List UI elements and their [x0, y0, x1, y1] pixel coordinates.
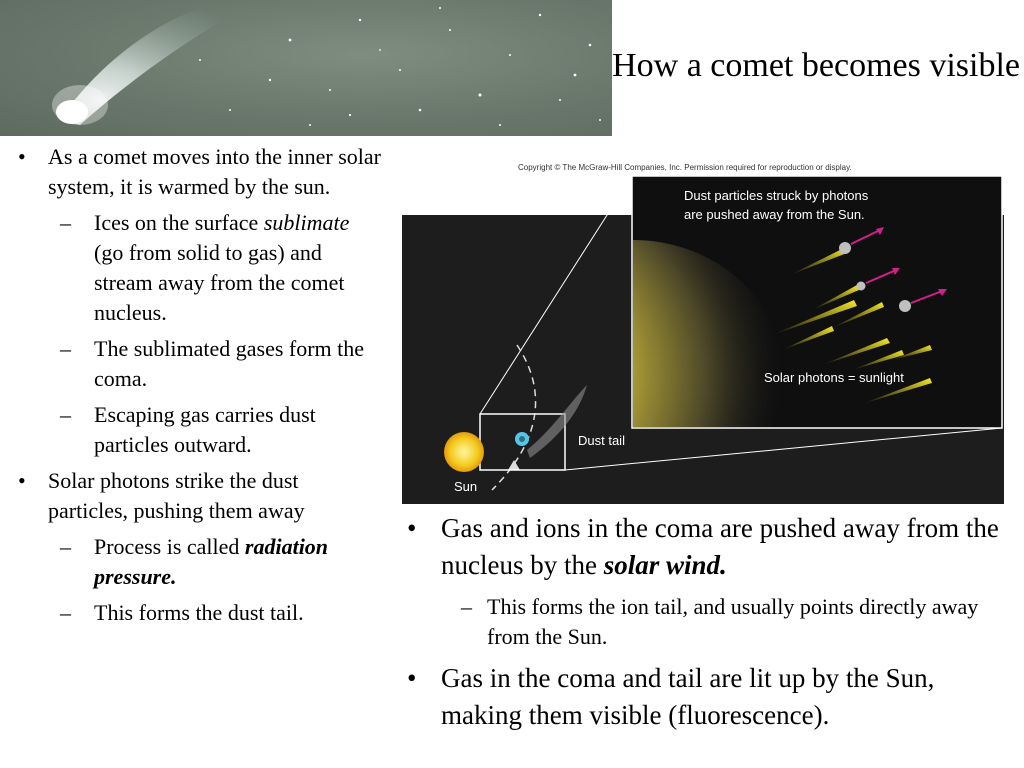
bullet-icon: • — [407, 513, 417, 543]
slide-title: How a comet becomes visible — [612, 47, 1020, 84]
comet-tail-diagram — [402, 160, 1004, 504]
right-bullet-list — [403, 510, 1018, 742]
dash-icon: – — [461, 594, 472, 619]
list-item: – Escaping gas carries dust particles outward. — [60, 402, 316, 457]
dash-icon: – — [60, 600, 71, 625]
list-item: – Ices on the surface sublimate (go from solid to gas) and stream away from the comet nucleus. — [60, 210, 350, 325]
dash-icon: – — [60, 210, 71, 235]
list-item: – Process is called radiation pressure. — [60, 534, 329, 589]
list-item: • Solar photons strike the dust particles, pushing them away — [18, 468, 305, 523]
copyright-notice: Copyright © The McGraw-Hill Companies, Inc. Permission required for reproduction or display. — [518, 163, 852, 172]
list-item: • Gas in the coma and tail are lit up by the Sun, making them visible (fluorescence). — [403, 660, 1018, 734]
list-item: – This forms the dust tail. — [10, 598, 382, 628]
dash-icon: – — [60, 336, 71, 361]
list-item: • Gas and ions in the coma are pushed away from the nucleus by the solar wind. — [403, 510, 1018, 584]
sun-label: Sun — [454, 479, 478, 494]
list-item: – The sublimated gases form the coma. — [60, 336, 365, 391]
dash-icon: – — [60, 402, 71, 427]
bullet-icon: • — [18, 468, 26, 493]
dust-label-line1: Dust particles struck by photons — [684, 188, 869, 203]
list-item: • As a comet moves into the inner solar system, it is warmed by the sun. — [18, 144, 381, 199]
dust-tail-label: Dust tail — [578, 433, 625, 448]
photons-label: Solar photons = sunlight — [764, 370, 904, 385]
dust-label-line2: are pushed away from the Sun. — [684, 207, 865, 222]
sun-icon — [444, 432, 484, 472]
bullet-icon: • — [18, 144, 26, 169]
bullet-icon: • — [407, 663, 417, 693]
dash-icon: – — [60, 534, 71, 559]
list-item: – This forms the ion tail, and usually points directly away from the Sun. — [461, 594, 979, 649]
left-bullet-list — [10, 142, 382, 634]
